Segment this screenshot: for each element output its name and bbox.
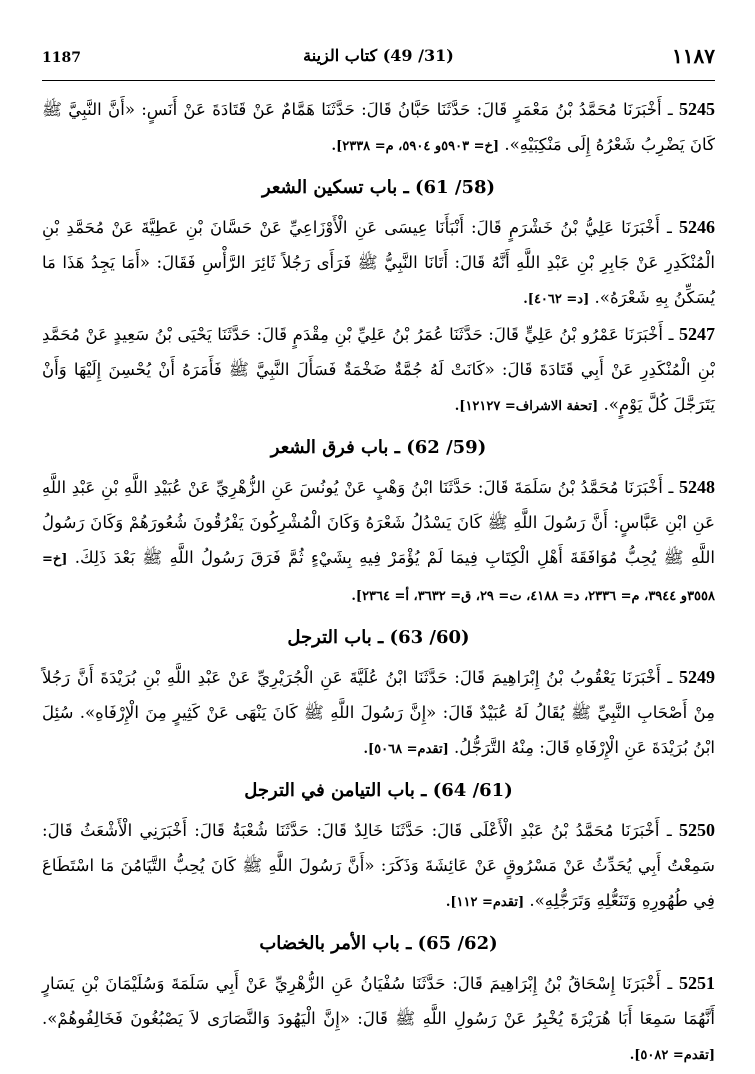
hadith-paragraph bbox=[42, 92, 715, 164]
hadith-text: ـ أَخْبَرَنَا إِسْحَاقُ بْنُ إِبْرَاهِيمَ قَالَ: حَدَّثَنَا سُفْيَانُ عَنِ الزُّهْرِيِّ عَنْ أَبِي سَلَمَةَ وَسُلَيْمَانَ بْنِ يَسَارٍ أَنَّهُمَا سَمِعَا أَبَا هُرَيْرَةَ يُخْبِرُ عَنْ رَسُولِ اللَّهِ ﷺ قَالَ: «إِنَّ الْيَهُودَ وَالنَّصَارَى لاَ يَصْبُغُونَ فَخَالِفُوهُمْ». bbox=[42, 974, 715, 1028]
hadith-text: ـ أَخْبَرَنَا عَلِيُّ بْنُ خَشْرَمٍ قَالَ: أَنْبَأَنَا عِيسَى عَنِ الْأَوْزَاعِيِّ عَنْ حَسَّانَ بْنِ عَطِيَّةَ عَنْ مُحَمَّدِ بْنِ الْمُنْكَدِرِ عَنْ جَابِرِ بْنِ عَبْدِ اللَّهِ أَنَّهُ قَالَ: أَتَانَا النَّبِيُّ ﷺ فَرَأَى رَجُلاً ثَائِرَ الرَّأْسِ فَقَالَ: «أَمَا يَجِدُ هَذَا مَا يُسَكِّنُ بِهِ شَعْرَهُ». bbox=[42, 218, 715, 307]
hadith-block bbox=[42, 210, 715, 317]
hadith-number: 5250 bbox=[679, 820, 715, 840]
hadith-text: ـ أَخْبَرَنَا مُحَمَّدُ بْنُ عَبْدِ الْأَعْلَى قَالَ: حَدَّثَنَا خَالِدٌ قَالَ: حَدَّثَنَا شُعْبَةُ قَالَ: أَخْبَرَنِي الْأَشْعَثُ قَالَ: سَمِعْتُ أَبِي يُحَدِّثُ عَنْ مَسْرُوقٍ عَنْ عَائِشَةَ وَذَكَرَ: «أَنَّ رَسُولَ اللَّهِ ﷺ كَانَ يُحِبُّ التَّيَامُنَ مَا اسْتَطَاعَ فِي طُهُورِهِ وَتَنَعُّلِهِ وَتَرَجُّلِهِ». bbox=[42, 821, 715, 910]
hadith-text: ـ أَخْبَرَنَا يَعْقُوبُ بْنُ إِبْرَاهِيمَ قَالَ: حَدَّثَنَا ابْنُ عُلَيَّةَ عَنِ الْجُرَيْرِيِّ عَنْ عَبْدِ اللَّهِ بْنِ بُرَيْدَةَ أَنَّ رَجُلاً مِنْ أَصْحَابِ النَّبِيِّ ﷺ يُقَالُ لَهُ عُبَيْدٌ قَالَ: «إِنَّ رَسُولَ اللَّهِ ﷺ كَانَ يَنْهَى عَنْ كَثِيرٍ مِنَ الْإِرْفَاهِ». سُئِلَ ابْنُ بُرَيْدَةَ عَنِ الْإِرْفَاهِ قَالَ: مِنْهُ التَّرَجُّلُ. bbox=[42, 668, 715, 757]
hadith-number: 5248 bbox=[679, 477, 716, 497]
hadith-text: ـ أَخْبَرَنَا عَمْرُو بْنُ عَلِيٍّ قَالَ: حَدَّثَنَا عُمَرُ بْنُ عَلِيِّ بْنِ مِقْدَمٍ قَالَ: حَدَّثَنَا يَحْيَى بْنُ سَعِيدٍ عَنْ مُحَمَّدِ بْنِ الْمُنْكَدِرِ عَنْ أَبِي قَتَادَةَ قَالَ: «كَانَتْ لَهُ جُمَّةٌ ضَخْمَةٌ فَسَأَلَ النَّبِيَّ ﷺ فَأَمَرَهُ أَنْ يُحْسِنَ إِلَيْهَا وَأَنْ يَتَرَجَّلَ كُلَّ يَوْمٍ». bbox=[42, 325, 715, 414]
hadith-citation: [تحفة الاشراف= ١٢١٢٧]. bbox=[454, 399, 599, 414]
hadith-paragraph bbox=[42, 470, 715, 614]
hadith-block bbox=[42, 92, 715, 164]
hadith-paragraph bbox=[42, 210, 715, 317]
hadith-text: ـ أَخْبَرَنَا مُحَمَّدُ بْنُ مَعْمَرٍ قَالَ: حَدَّثَنَا حَبَّانُ قَالَ: حَدَّثَنَا هَمَّامٌ عَنْ قَتَادَةَ عَنْ أَنَسٍ: «أَنَّ النَّبِيَّ ﷺ كَانَ يَضْرِبُ شَعْرُهُ إِلَى مَنْكِبَيْهِ». bbox=[42, 100, 715, 154]
chapter-heading: (62/ 65) ـ باب الأمر بالخضاب bbox=[259, 933, 498, 954]
chapter-heading: (60/ 63) ـ باب الترجل bbox=[287, 627, 470, 648]
hadith-block bbox=[42, 317, 715, 424]
hadith-number: 5251 bbox=[679, 973, 715, 993]
hadith-block bbox=[42, 966, 715, 1073]
hadith-citation: [د= ٤٠٦٢]. bbox=[523, 292, 590, 307]
chapter-heading: (58/ 61) ـ باب تسكين الشعر bbox=[261, 177, 496, 198]
hadith-block bbox=[42, 470, 715, 614]
hadith-number: 5245 bbox=[679, 99, 716, 119]
hadith-paragraph bbox=[42, 660, 715, 767]
hadith-block bbox=[42, 660, 715, 767]
hadith-citation: [تقدم= ٥٠٨٢]. bbox=[629, 1048, 715, 1063]
hadith-paragraph bbox=[42, 317, 715, 424]
hadith-block bbox=[42, 813, 715, 920]
hadith-citation: [تقدم= ٥٠٦٨]. bbox=[363, 742, 449, 757]
page-header bbox=[42, 40, 715, 81]
hadith-citation: [تقدم= ١١٢]. bbox=[445, 895, 525, 910]
running-title: (31/ 49) كتاب الزينة bbox=[303, 46, 454, 65]
hadith-citation: [خ= ٥٩٠٣و ٥٩٠٤، م= ٢٣٣٨]. bbox=[331, 139, 500, 154]
page-number-arabic: ١١٨٧ bbox=[672, 44, 715, 68]
hadith-paragraph bbox=[42, 966, 715, 1073]
hadith-paragraph bbox=[42, 813, 715, 920]
hadith-number: 5247 bbox=[679, 324, 715, 344]
chapter-heading: (61/ 64) ـ باب التيامن في الترجل bbox=[244, 780, 513, 801]
page-body bbox=[42, 92, 715, 1073]
hadith-citation: [خ= ٣٥٥٨و ٣٩٤٤، م= ٢٣٣٦، د= ٤١٨٨، ت= ٢٩، ق= ٣٦٣٢، أ= ٢٣٦٤]. bbox=[42, 552, 715, 604]
chapter-heading: (59/ 62) ـ باب فرق الشعر bbox=[270, 437, 487, 458]
hadith-number: 5249 bbox=[679, 667, 715, 687]
hadith-number: 5246 bbox=[679, 217, 715, 237]
page-number-latin: 1187 bbox=[42, 50, 81, 66]
hadith-text: ـ أَخْبَرَنَا مُحَمَّدُ بْنُ سَلَمَةَ قَالَ: حَدَّثَنَا ابْنُ وَهْبٍ عَنْ يُونُسَ عَنِ الزُّهْرِيِّ عَنْ عُبَيْدِ اللَّهِ بْنِ عَبْدِ اللَّهِ عَنِ ابْنِ عَبَّاسٍ: أَنَّ رَسُولَ اللَّهِ ﷺ كَانَ يَسْدُلُ شَعْرَهُ وَكَانَ الْمُشْرِكُونَ يَفْرُقُونَ شُعُورَهُمْ وَكَانَ رَسُولُ اللَّهِ ﷺ يُحِبُّ مُوَافَقَةَ أَهْلِ الْكِتَابِ فِيمَا لَمْ يُؤْمَرْ فِيهِ بِشَيْءٍ ثُمَّ فَرَقَ رَسُولُ اللَّهِ ﷺ بَعْدَ ذَلِكَ. bbox=[42, 478, 715, 567]
